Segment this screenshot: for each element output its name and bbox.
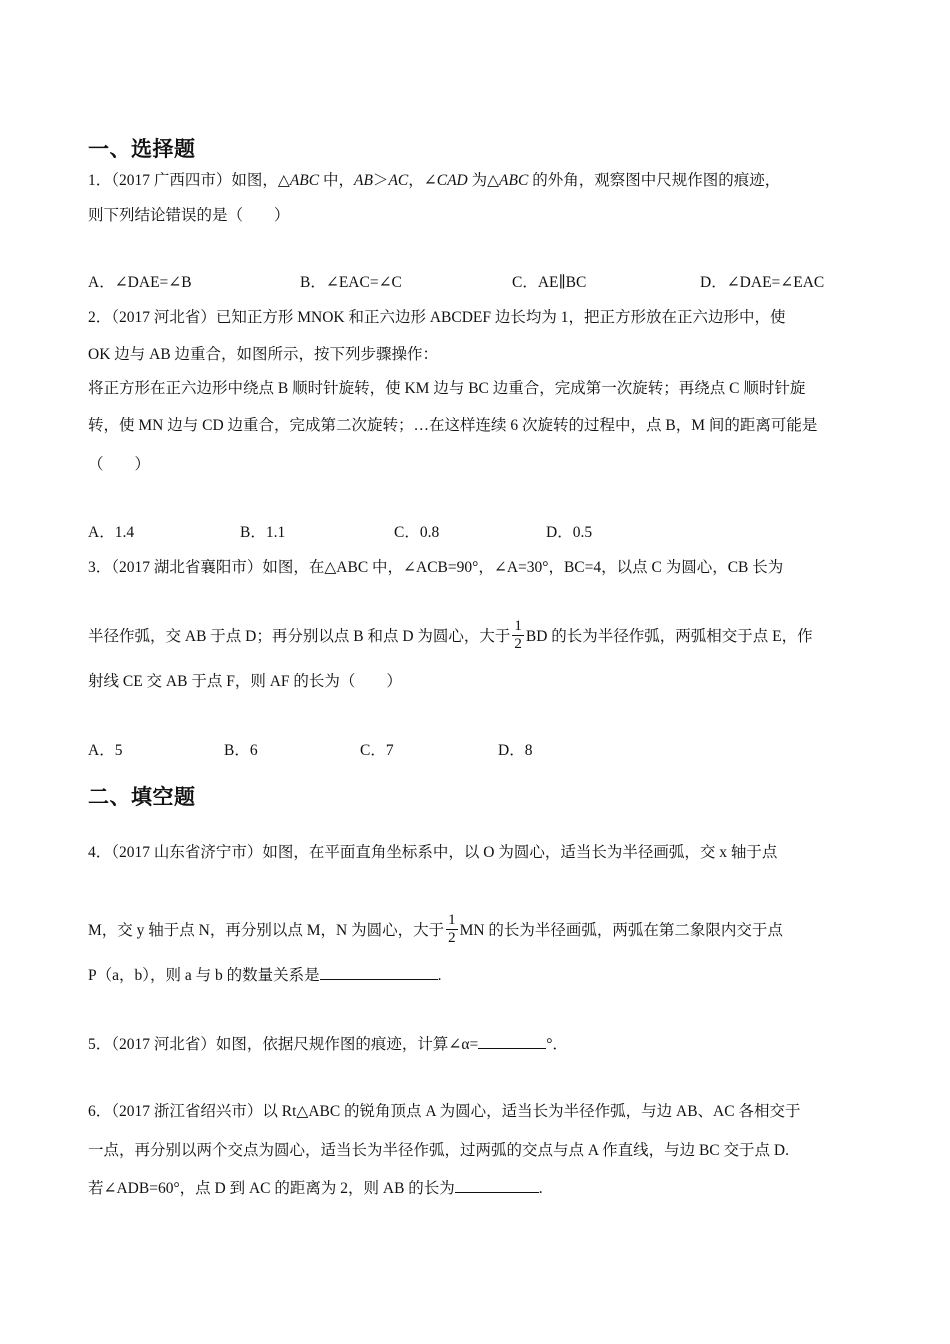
q3-fraction: $\frac{1}{2}$ xyxy=(514,618,522,652)
q3-line1: 3．（2017 湖北省襄阳市）如图，在△ABC 中，∠ACB=90°，∠A=30°，BC=4，以点 C 为圆心，CB 长为 xyxy=(88,559,784,576)
q3-option-b: B．6 xyxy=(224,742,258,759)
q6-line2: 一点，再分别以两个交点为圆心，适当长为半径作弧，过两弧的交点与点 A 作直线，与边 BC 交于点 D. xyxy=(88,1142,789,1159)
q1-line2: 则下列结论错误的是（ ） xyxy=(88,207,290,224)
q4-line3: P（a，b），则 a 与 b 的数量关系是 . xyxy=(88,967,442,984)
q4-line2: M，交 y 轴于点 N，再分别以点 M，N 为圆心，大于 $\frac{1}{2}$ MN 的长为半径画弧，两弧在第二象限内交于点 xyxy=(88,912,783,946)
q3-option-d: D．8 xyxy=(498,742,533,759)
q3-option-c: C．7 xyxy=(360,742,394,759)
q3-line3: 射线 CE 交 AB 于点 F，则 AF 的长为（ ） xyxy=(88,673,402,690)
section-title-choice: 一、选择题 xyxy=(88,137,196,161)
q2-line1: 2．（2017 河北省）已知正方形 MNOK 和正六边形 ABCDEF 边长均为 1，把正方形放在正六边形中，使 xyxy=(88,309,786,326)
q5-answer-blank[interactable] xyxy=(478,1034,546,1049)
q1-option-b: B．∠EAC=∠C xyxy=(300,274,402,291)
q1-option-a: A．∠DAE=∠B xyxy=(88,274,192,291)
q3-option-a: A．5 xyxy=(88,742,123,759)
q1-option-c: C．AE∥BC xyxy=(512,274,587,291)
q4-line1: 4．（2017 山东省济宁市）如图，在平面直角坐标系中，以 O 为圆心，适当长为半径画弧，交 x 轴于点 xyxy=(88,844,778,861)
q2-line3: 将正方形在正六边形中绕点 B 顺时针旋转，使 KM 边与 BC 边重合，完成第一次旋转；再绕点 C 顺时针旋 xyxy=(88,380,806,397)
section-title-fill: 二、填空题 xyxy=(88,785,196,809)
q5-line1: 5．（2017 河北省）如图，依据尺规作图的痕迹，计算∠α= °． xyxy=(88,1036,568,1053)
q2-line4: 转，使 MN 边与 CD 边重合，完成第二次旋转；…在这样连续 6 次旋转的过程中，点 B，M 间的距离可能是 xyxy=(88,417,818,434)
q6-line3: 若∠ADB=60°，点 D 到 AC 的距离为 2，则 AB 的长为 . xyxy=(88,1180,543,1197)
q2-line2: OK 边与 AB 边重合，如图所示，按下列步骤操作： xyxy=(88,346,439,363)
q2-option-c: C．0.8 xyxy=(394,524,440,541)
q2-option-a: A．1.4 xyxy=(88,524,135,541)
q2-option-b: B．1.1 xyxy=(240,524,286,541)
q3-line2: 半径作弧，交 AB 于点 D；再分别以点 B 和点 D 为圆心，大于 $\frac{1}{2}$ BD 的长为半径作弧，两弧相交于点 E，作 xyxy=(88,618,813,652)
q1-number: 1． xyxy=(88,172,112,189)
q6-line1: 6．（2017 浙江省绍兴市）以 Rt△ABC 的锐角顶点 A 为圆心，适当长为半径作弧，与边 AB、AC 各相交于 xyxy=(88,1103,801,1120)
q1-line1: 1．（2017 广西四市）如图，△ABC 中，AB＞AC，∠CAD 为△ABC 的外角，观察图中尺规作图的痕迹， xyxy=(88,172,781,189)
q1-option-d: D．∠DAE=∠EAC xyxy=(700,274,825,291)
q4-fraction: $\frac{1}{2}$ xyxy=(448,912,456,946)
q4-answer-blank[interactable] xyxy=(320,965,438,980)
q6-answer-blank[interactable] xyxy=(455,1178,539,1193)
q2-line5: （ ） xyxy=(88,456,151,473)
q2-option-d: D．0.5 xyxy=(546,524,593,541)
